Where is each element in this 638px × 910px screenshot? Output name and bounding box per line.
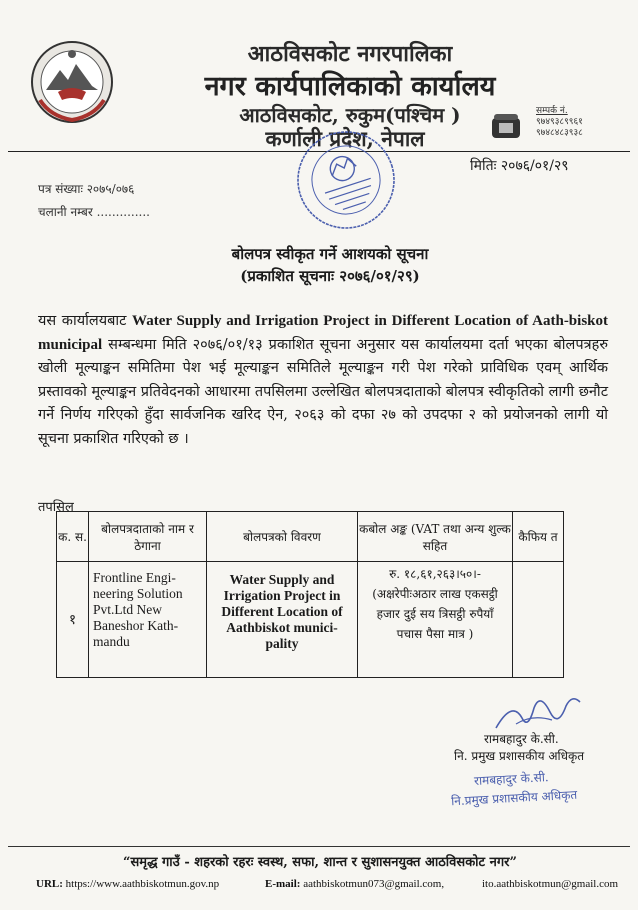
column-header-amount: कबोल अङ्क (VAT तथा अन्य शुल्क सहित (358, 512, 513, 562)
row-sn: १ (57, 562, 89, 678)
signer-name: रामबहादुर के.सी. (484, 732, 559, 746)
dispatch-number: चलानी नम्बर .............. (38, 205, 150, 219)
table-header-row (57, 512, 564, 562)
reference-number: पत्र संख्याः २०७५/०७६ (38, 182, 135, 196)
contact-title: सम्पर्क नं. (536, 106, 568, 116)
body-text-2: सम्बन्धमा मिति २०७६/०१/१३ प्रकाशित सूचना अनुसार यस कार्यालयमा दर्ता भएका बोलपत्रहरु खोली मूल्याङ्कन समितिमा पेश भई मूल्याङ्कन समितिले मूल्याङ्कन गरी पेश गरेको प्राविधिक एवम् आर्थिक प्रस्तावको मूल्याङ्कन प्रतिवेदनको आधारमा तपसिलमा उल्लेखित बोलपत्रदाताको बोलपत्र स्वीकृतिको लागी छनौट गर्ने निर्णय गरिएको हुँदा सार्वजनिक खरिद ऐन, २०६३ को दफा २७ को उपदफा २ को प्रयोजनको लागी यो सूचना प्रकाशित गरिएको छ । (38, 336, 608, 447)
column-header-bidder: बोलपत्रदाताको नाम र ठेगाना (89, 512, 207, 562)
row-remarks (513, 562, 564, 678)
contact-block (536, 106, 583, 139)
footer-url (36, 878, 219, 890)
office-stamp-icon (294, 128, 398, 232)
column-header-sn: क. स. (57, 512, 89, 562)
project-name: Water Supply and Irrigation Project in Different Location of Aath-biskot municipal (38, 313, 608, 353)
body-text-1: यस कार्यालयबाट (38, 313, 133, 329)
details-label: तपसिल (38, 500, 74, 515)
column-header-description: बोलपत्रको विवरण (207, 512, 358, 562)
table-row (57, 562, 564, 678)
office-province: कर्णाली प्रदेश, नेपाल (265, 126, 425, 151)
telephone-icon (490, 112, 522, 140)
url-link[interactable]: https://www.aathbiskotmun.gov.np (65, 878, 220, 890)
email-label: E-mail: (265, 878, 301, 890)
signer-title: नि. प्रमुख प्रशासकीय अधिकृत (454, 749, 585, 763)
row-bidder: Frontline Engi-neering Solution Pvt.Ltd New Baneshor Kath-mandu (89, 562, 207, 678)
notice-title: बोलपत्र स्वीकृत गर्ने आशयको सूचना (231, 245, 429, 263)
footer-email-2 (482, 878, 618, 890)
office-address: आठविसकोट, रुकुम(पश्चिम ) (239, 103, 461, 127)
motto: “समृद्ध गाउँ - शहरको रहरः स्वस्थ, सफा, शान्त र सुशासनयुक्त आठविसकोट नगर” (123, 855, 517, 870)
bid-table (56, 511, 564, 678)
notice-body (38, 310, 608, 451)
nepal-emblem-icon (30, 40, 114, 124)
footer-divider (8, 846, 630, 847)
seal-title: नि.प्रमुख प्रशासकीय अधिकृत (450, 787, 578, 809)
notice-subtitle: (प्रकाशित सूचनाः २०७६/०१/२९) (240, 267, 420, 285)
footer-email (265, 878, 444, 890)
municipality-name: आठविसकोट नगरपालिका (247, 41, 453, 67)
phone-number-2: ९७४८४८३९३८ (536, 128, 583, 138)
office-name: नगर कार्यपालिकाको कार्यालय (204, 71, 496, 102)
seal-name: रामबहादुर के.सी. (473, 770, 550, 788)
email-link-1[interactable]: aathbiskotmun073@gmail.com, (303, 878, 445, 890)
url-label: URL: (36, 878, 63, 890)
row-amount: रु. १८,६१,२६३।५०।- (अक्षरेपीःअठार लाख एकसट्ठी हजार दुई सय त्रिसट्ठी रुपैयाँ पचास पैसा मात्र ) (358, 562, 513, 678)
letter-date: मितिः २०७६/०१/२९ (470, 158, 569, 174)
phone-number-1: ९७४९३८९९६१ (536, 117, 583, 127)
column-header-remarks: कैफिय त (513, 512, 564, 562)
email-link-2[interactable]: ito.aathbiskotmun@gmail.com (482, 878, 619, 890)
row-description: Water Supply and Irrigation Project in Different Location of Aathbiskot munici-pality (207, 562, 358, 678)
